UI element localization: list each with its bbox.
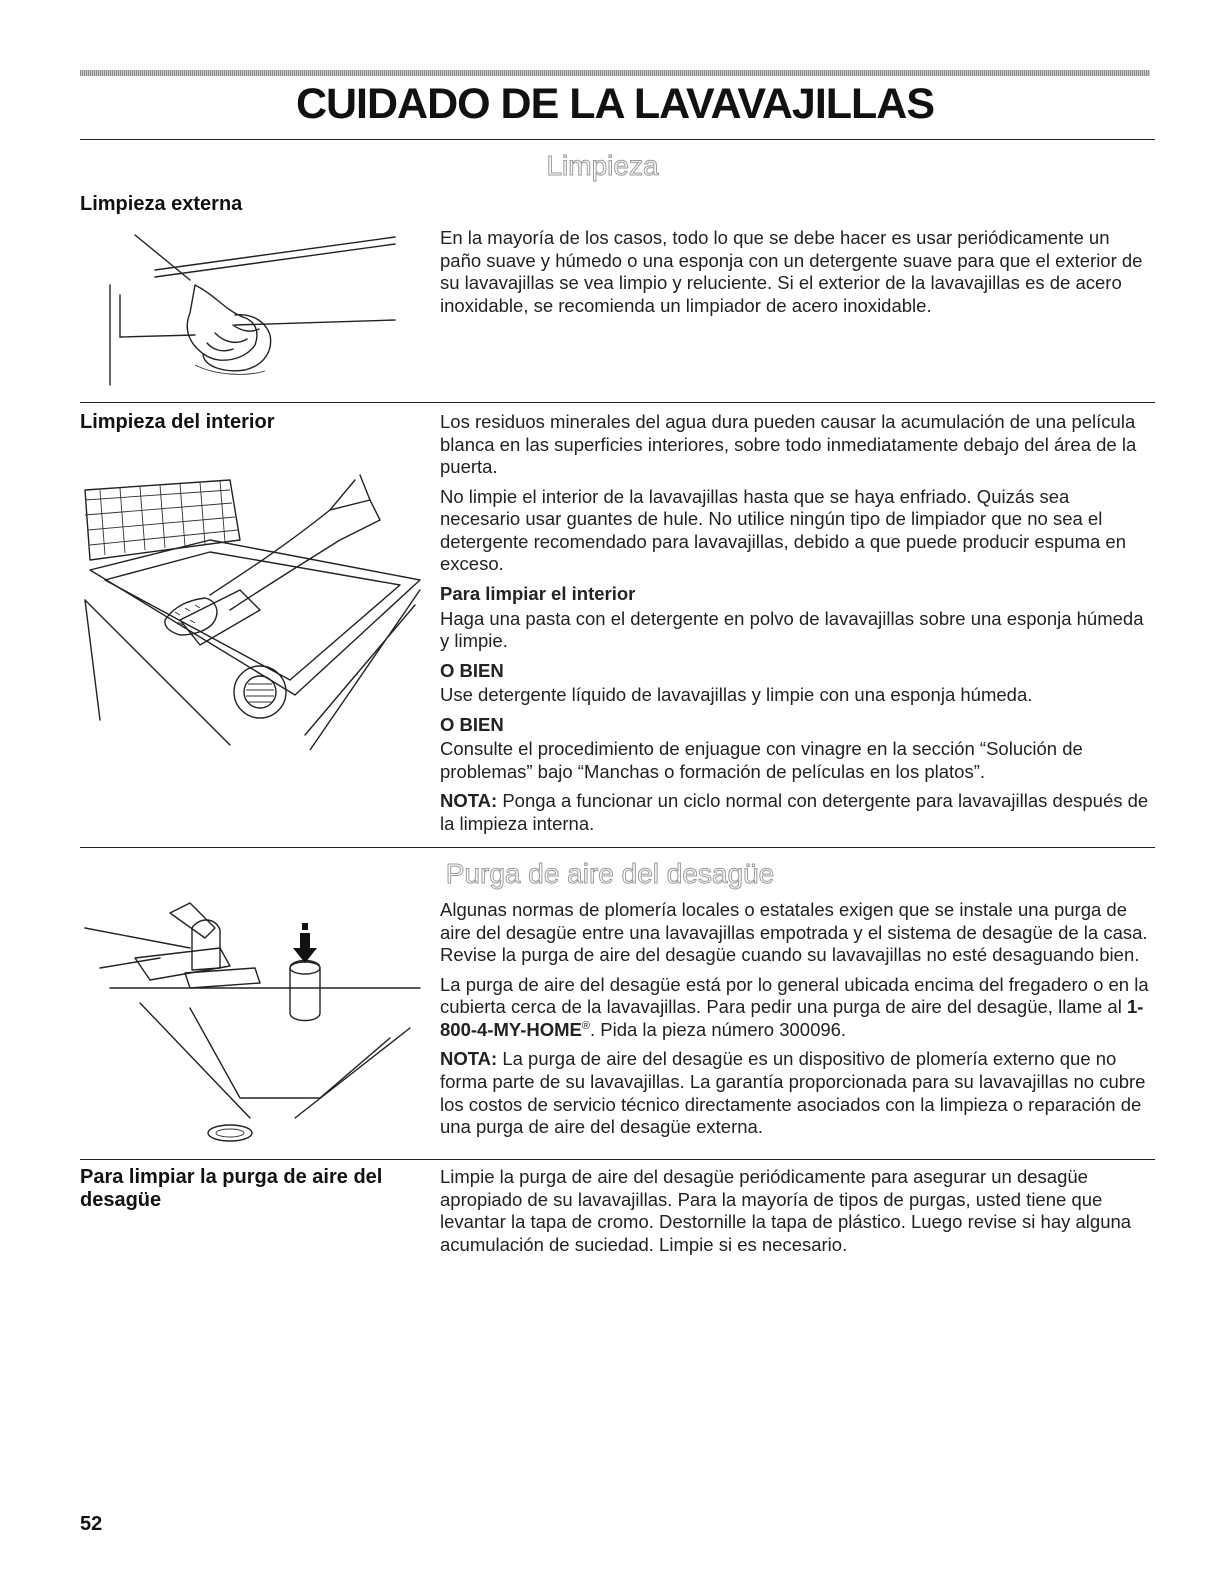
divider-purga — [80, 847, 1155, 848]
phone-number: 1-800-4-MY-HOME — [440, 996, 1144, 1040]
text-purga: Algunas normas de plomería locales o estatales exigen que se instale una purga de aire del desagüe entre una lavavajillas empotrada y el sistema de desagüe de la casa. Revise la purga de aire del desagüe cuando su lavavajillas no esté desaguando bien. La purga de aire del desagüe está por lo general ubicada encima del fregadero o en la cubierta cerca de la lavavajillas. Para pedir una purga de aire del desagüe, llame al 1-800-4-MY-HOME®. Pida la pieza número 300096. NOTA: La purga de aire del desagüe es un dispositivo de plomería externo que no forma parte de su lavavajillas. La garantía proporcionada para su lavavajillas no cubre los costos de servicio técnico directamente asociados con la limpieza o reparación de una purga de aire del desagüe externa. — [440, 899, 1149, 1138]
header-rule — [80, 70, 1150, 76]
or-label-1: O BIEN — [440, 659, 504, 681]
sink-air-gap-illustration — [80, 888, 425, 1153]
or-label-2: O BIEN — [440, 713, 504, 735]
interior-cleaning-illustration — [80, 470, 425, 750]
hand-wiping-exterior-illustration — [95, 225, 415, 390]
section-title-purga: Purga de aire del desagüe — [445, 858, 775, 889]
subheading-para-limpiar-interior: Para limpiar el interior — [440, 582, 636, 604]
heading-limpiar-purga: Para limpiar la purga de aire del desagüe — [80, 1166, 383, 1211]
text-limpieza-interior: Los residuos minerales del agua dura pueden causar la acumulación de una película blanca en las superficies interiores, sobre todo inmediatamente debajo del área de la puerta. No limpie el interior de la lavavajillas hasta que se haya enfriado. Quizás sea necesario usar guantes de hule. No utilice ningún tipo de limpiador que no sea el detergente recomendado para lavavajillas, debido a que puede producir espuma en exceso. Para limpiar el interior Haga una pasta con el detergente en polvo de lavavajillas sobre una esponja húmeda y limpie. O BIEN Use detergente líquido de lavavajillas y limpie con una esponja húmeda. O BIEN Consulte el procedimiento de enjuague con vinagre en la sección “Solución de problemas” bajo “Manchas o formación de películas en los platos”. NOTA: Ponga a funcionar un ciclo normal con detergente para lavavajillas después de la limpieza interna. — [440, 411, 1149, 834]
section-title-limpieza: Limpieza — [546, 150, 659, 181]
note-purga: NOTA: La purga de aire del desagüe es un dispositivo de plomería externo que no forma parte de su lavavajillas. La garantía proporcionada para su lavavajillas no cubre los costos de servicio técnico directamente asociados con la limpieza o reparación de una purga de aire del desagüe externa. — [440, 1048, 1146, 1138]
note-interior: NOTA: Ponga a funcionar un ciclo normal con detergente para lavavajillas después de la limpieza interna. — [440, 790, 1149, 834]
heading-limpieza-externa: Limpieza externa — [80, 193, 243, 215]
text-limpieza-externa: En la mayoría de los casos, todo lo que se debe hacer es usar periódicamente un paño suave y húmedo o una esponja con un detergente suave para que el exterior de su lavavajillas se vea limpio y reluciente. Si el exterior de la lavavajillas es de acero inoxidable, se recomienda un limpiador de acero inoxidable. — [440, 227, 1143, 316]
title-divider — [80, 139, 1155, 140]
page-number: 52 — [80, 1513, 103, 1535]
page-title: CUIDADO DE LA LAVAVAJILLAS — [295, 80, 935, 128]
heading-limpieza-interior: Limpieza del interior — [80, 411, 275, 433]
purga-order-text: La purga de aire del desagüe está por lo general ubicada encima del fregadero o en la cubierta cerca de la lavavajillas. Para pedir una purga de aire del desagüe, llame al 1-800-4-MY-HOME®. Pida la pieza número 300096. — [440, 973, 1149, 1040]
divider-limpiar-purga — [80, 1159, 1155, 1160]
text-limpiar-purga: Limpie la purga de aire del desagüe periódicamente para asegurar un desagüe apropiado de su lavavajillas. Para la mayoría de tipos de purgas, usted tiene que levantar la tapa de cromo. Destornille la tapa de plástico. Luego revise si hay alguna acumulación de suciedad. Limpie si es necesario. — [440, 1166, 1132, 1255]
divider-interior — [80, 402, 1155, 403]
